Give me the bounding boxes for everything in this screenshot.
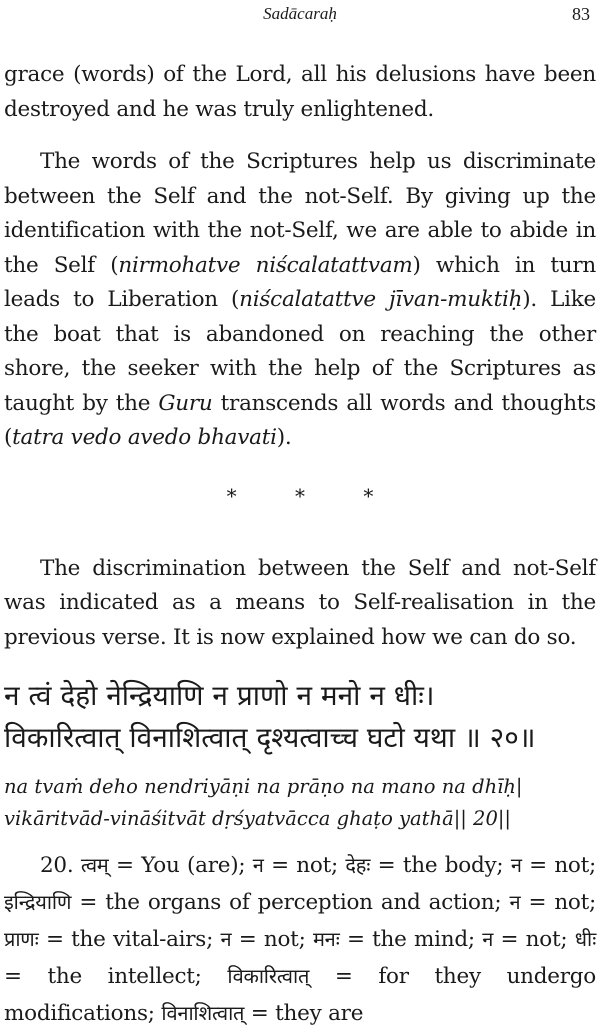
sanskrit-word: न xyxy=(482,927,494,951)
gloss-meaning: = the body; xyxy=(370,853,511,878)
gloss-meaning: = the intellect; xyxy=(4,964,228,989)
sanskrit-word: धीः xyxy=(574,927,597,951)
sanskrit-word: देहः xyxy=(345,853,371,877)
sanskrit-word: विनाशित्वात् xyxy=(161,1001,245,1025)
transliteration xyxy=(4,771,596,835)
text-run: ). xyxy=(276,425,292,450)
verse-number: 20. xyxy=(40,853,81,878)
gloss-meaning: = not; xyxy=(263,853,346,878)
gloss-meaning: = not; xyxy=(521,853,596,878)
running-title: Sadācaraḥ xyxy=(263,4,337,23)
gloss-meaning: = You (are); xyxy=(108,853,253,878)
gloss-meaning: = the mind; xyxy=(339,927,483,952)
page-body xyxy=(4,58,596,1030)
gloss-meaning: = the organs of perception and action; xyxy=(71,890,510,915)
paragraph-introduction: The discrimination between the Self and not-Self was indicated as a means to Self-realisation in the previous verse. It is now explained how we can do so. xyxy=(4,555,596,650)
paragraph-scriptures xyxy=(4,145,596,456)
sanskrit-word: न xyxy=(510,853,522,877)
transliteration-line-1: na tvaṁ deho nendriyāṇi na prāṇo na mano na dhīḥ| xyxy=(4,775,523,798)
verse-line-2: विकारित्वात् विनाशित्वात् दृश्यत्वाच्च घटो यथा ॥ २०॥ xyxy=(4,721,536,754)
italic-term: nirmohatve niścalatattvam xyxy=(118,252,413,278)
text-run: transcends all words and thoughts ( xyxy=(4,390,596,450)
text-run: ). Like the boat that is abandoned on reaching the other shore, the seeker with the help of the Scriptures as taught by the xyxy=(4,287,597,416)
italic-term: Guru xyxy=(158,390,213,416)
gloss-paragraph xyxy=(4,847,596,1030)
sanskrit-word: विकारित्वात् xyxy=(227,964,310,988)
sanskrit-word: इन्द्रियाणि xyxy=(4,890,72,914)
page-number: 83 xyxy=(572,4,590,24)
gloss-meaning: = not; xyxy=(231,927,313,952)
gloss-meaning: = not; xyxy=(520,890,597,915)
gloss-meaning: = they are xyxy=(244,1001,364,1026)
sanskrit-word: मनः xyxy=(312,927,340,951)
sanskrit-verse xyxy=(4,675,596,759)
gloss-meaning: = the vital-airs; xyxy=(38,927,221,952)
gloss-meaning: = for they undergo modifications; xyxy=(4,964,596,1026)
sanskrit-word: न xyxy=(252,853,264,877)
italic-term: niścalatattve jīvan-muktiḥ xyxy=(239,287,523,312)
section-separator: * * * xyxy=(226,483,400,508)
gloss-meaning: = not; xyxy=(493,927,575,952)
sanskrit-word: प्राणः xyxy=(4,927,39,951)
transliteration-line-2: vikāritvād-vināśitvāt dṛśyatvācca ghaṭo yathā|| 20|| xyxy=(4,807,511,830)
text-run: The words of the Scriptures help us discriminate between the Self and the not-Self. By giving up the identification with the not-Self, we are able to abide in the Self ( xyxy=(4,149,596,278)
running-head xyxy=(0,4,600,30)
paragraph-continuation: grace (words) of the Lord, all his delusions have been destroyed and he was truly enlightened. xyxy=(4,62,596,122)
word-gloss xyxy=(4,847,596,1030)
sanskrit-word: न xyxy=(220,927,232,951)
sanskrit-word: त्वम् xyxy=(80,853,109,877)
text-run: ) which in turn leads to Liberation ( xyxy=(4,252,596,312)
verse-line-1: न त्वं देहो नेन्द्रियाणि न प्राणो न मनो न धीः। xyxy=(4,679,435,712)
italic-term: tatra vedo avedo bhavati xyxy=(12,425,277,450)
sanskrit-word: न xyxy=(509,890,521,914)
